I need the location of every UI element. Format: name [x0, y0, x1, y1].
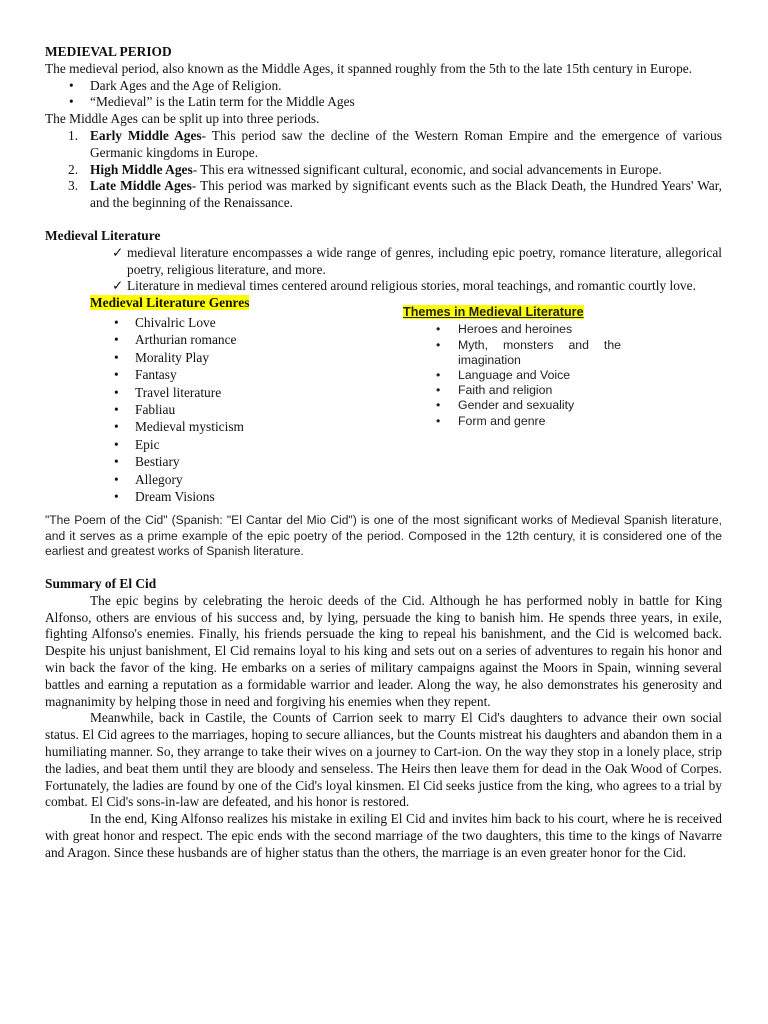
- theme-item: • Language and Voice: [403, 368, 621, 383]
- theme-item: • Form and genre: [403, 414, 621, 429]
- intro-bullet-list: [45, 78, 722, 112]
- period-item: [45, 128, 722, 162]
- summary-heading: Summary of El Cid: [45, 575, 157, 591]
- themes-column: [403, 305, 621, 429]
- check-icon: ✓: [112, 244, 124, 260]
- period-number: 3.: [68, 178, 79, 194]
- period-desc: - This era witnessed significant cultural, economic, and social advancements in Europe.: [192, 161, 662, 177]
- themes-list: [403, 322, 621, 428]
- genres-column: [90, 295, 350, 505]
- period-name: Early Middle Ages: [90, 127, 202, 143]
- genre-item: • Arthurian romance: [90, 331, 350, 348]
- list-item: ✓ medieval literature encompasses a wide range of genres, including epic poetry, romance literature, allegorical poetry, religious literature, and more.: [112, 244, 722, 277]
- genre-item: • Dream Visions: [90, 488, 350, 505]
- check-icon: ✓: [112, 278, 124, 294]
- theme-item: • Faith and religion: [403, 383, 621, 398]
- genre-item: • Morality Play: [90, 349, 350, 366]
- period-name: Late Middle Ages: [90, 178, 192, 194]
- list-item: • Dark Ages and the Age of Religion.: [45, 78, 722, 95]
- periods-list: [45, 128, 722, 212]
- summary-paragraph: In the end, King Alfonso realizes his mistake in exiling El Cid and invites him back to his court, where he is received with great honor and respect. The epic ends with the second marriage of the two daughters, this time to the kings of Navarre and Aragon. Since these husbands are of higher status than the others, the marriage is an even greater honor for the Cid.: [45, 811, 722, 860]
- literature-points: [45, 245, 722, 295]
- theme-item: • Gender and sexuality: [403, 398, 621, 413]
- document-page: [45, 44, 722, 861]
- genres-heading: Medieval Literature Genres: [90, 295, 250, 311]
- list-item: • “Medieval” is the Latin term for the Middle Ages: [45, 94, 722, 111]
- page-title: MEDIEVAL PERIOD: [45, 44, 172, 59]
- genres-themes-columns: [45, 295, 722, 505]
- period-item: [45, 178, 722, 212]
- summary-paragraph: Meanwhile, back in Castile, the Counts of Carrion seek to marry El Cid's daughters to advance their own social status. El Cid agrees to the marriages, hoping to secure alliances, but the Counts mistreat his daughters and abandon them in a humiliating manner. So, they arrange to take their wives on a journey to Cart-ion. On the way they stop in a lonely place, strip the ladies, and beat them until they are bloody and senseless. The Heirs then leave them for dead in the Oak Wood of Corpes. Fortunately, the ladies are found by one of the Cid's loyal kinsmen. El Cid seeks justice from the king, who agrees to a trial by combat. El Cid's sons-in-law are defeated, and his honor is restored.: [45, 710, 722, 810]
- theme-item: • Myth, monsters and the imagination: [403, 338, 621, 368]
- summary-paragraph: The epic begins by celebrating the heroic deeds of the Cid. Although he has performed nobly in battle for King Alfonso, others are envious of his success and, by lying, persuade the king to banish him. He spends three years, in exile, fighting Alfonso's enemies. Finally, his friends persuade the king to repeal his banishment, and the Cid is welcomed back. Despite his unjust banishment, El Cid remains loyal to his king and sets out on a series of adventures to regain his honor and win back the favor of the king. He embarks on a series of military campaigns against the Moors in Spain, winning several battles and earning a reputation as a formidable warrior and leader. Along the way, he also demonstrates his generosity and magnanimity by helping those in need and forgiving his enemies when they repent.: [45, 592, 722, 709]
- genre-item: • Medieval mysticism: [90, 418, 350, 435]
- period-name: High Middle Ages: [90, 161, 193, 177]
- list-item: ✓ Literature in medieval times centered around religious stories, moral teachings, and romantic courtly love.: [112, 278, 696, 294]
- genre-item: • Fantasy: [90, 366, 350, 383]
- genre-item: • Allegory: [90, 471, 350, 488]
- genre-item: • Travel literature: [90, 384, 350, 401]
- period-number: 2.: [68, 161, 79, 177]
- literature-heading: Medieval Literature: [45, 227, 161, 243]
- genre-item: • Fabliau: [90, 401, 350, 418]
- intro-paragraph: The medieval period, also known as the Middle Ages, it spanned roughly from the 5th to the late 15th century in Europe.: [45, 60, 693, 76]
- genres-list: [90, 314, 350, 505]
- period-desc: - This period saw the decline of the Western Roman Empire and the emergence of various Germanic kingdoms in Europe.: [90, 127, 722, 160]
- themes-heading: Themes in Medieval Literature: [403, 305, 584, 320]
- genre-item: • Bestiary: [90, 453, 350, 470]
- period-desc: - This period was marked by significant events such as the Black Death, the Hundred Years' War, and the beginning of the Renaissance.: [90, 178, 722, 211]
- genre-item: • Chivalric Love: [90, 314, 350, 331]
- genre-item: • Epic: [90, 436, 350, 453]
- period-item: [45, 162, 722, 179]
- periods-intro: The Middle Ages can be split up into three periods.: [45, 111, 320, 127]
- cid-intro-paragraph: "The Poem of the Cid" (Spanish: "El Cantar del Mio Cid") is one of the most significant works of Medieval Spanish literature, and it serves as a prime example of the epic poetry of the period. Composed in the 12th century, it is considered one of the earliest and greatest works of Spanish literature.: [45, 513, 722, 559]
- theme-item: • Heroes and heroines: [403, 322, 621, 337]
- period-number: 1.: [68, 127, 79, 143]
